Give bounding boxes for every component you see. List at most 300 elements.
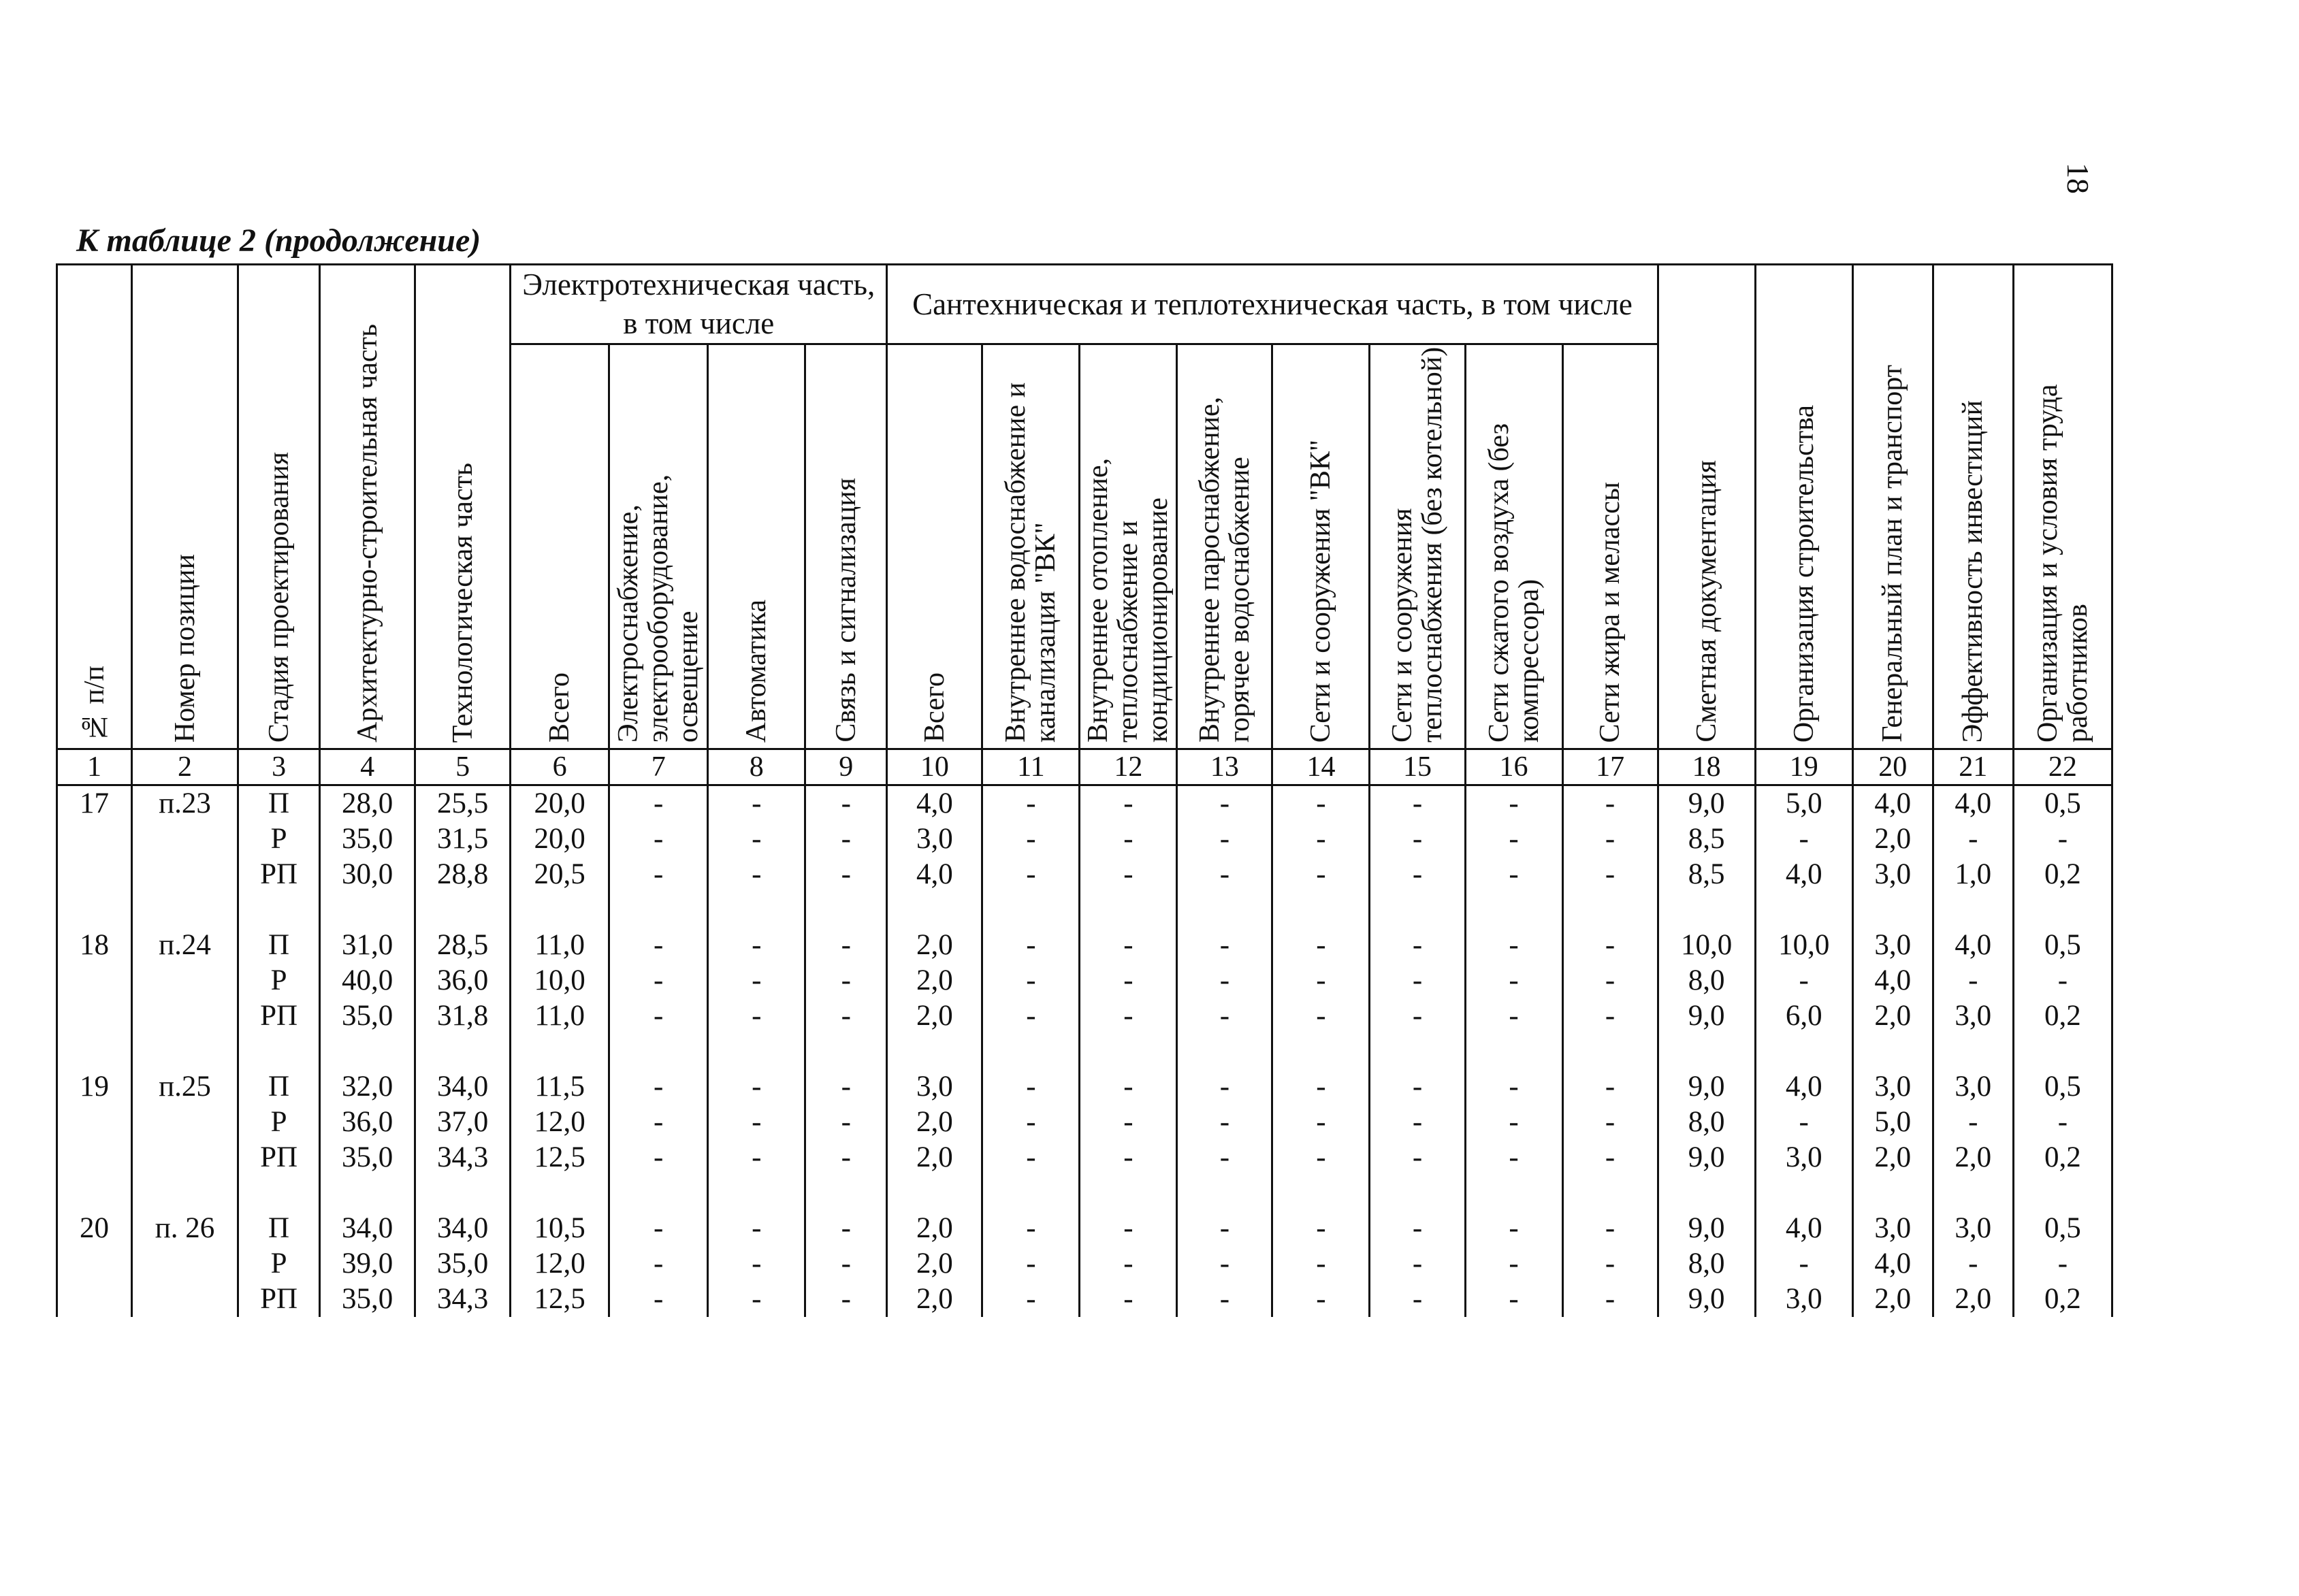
value-cell: - (1465, 1246, 1562, 1282)
value-cell: - (1562, 998, 1658, 1034)
value-cell: 8,0 (1658, 1246, 1755, 1282)
value-cell: - (708, 1211, 805, 1246)
col-header-14: Сети и сооружения "ВК" (1272, 344, 1370, 749)
value-cell: - (1080, 1282, 1177, 1317)
stage-cell: Р (238, 821, 320, 857)
spacer-cell (1658, 892, 1755, 928)
value-cell: 2,0 (887, 963, 982, 998)
position-number: п.24 (132, 928, 238, 963)
value-cell: 3,0 (1933, 1211, 2013, 1246)
table-row (57, 1140, 2112, 1175)
value-cell: 31,5 (415, 821, 511, 857)
value-cell: 3,0 (1852, 928, 1933, 963)
value-cell: 4,0 (887, 857, 982, 892)
row-number (57, 1282, 132, 1317)
spacer-cell (320, 1175, 415, 1211)
col-header-9: Связь и сигнализация (805, 344, 887, 749)
value-cell: 10,5 (511, 1211, 609, 1246)
stage-cell: П (238, 928, 320, 963)
value-cell: - (1562, 1140, 1658, 1175)
value-cell: 35,0 (320, 1282, 415, 1317)
position-number (132, 998, 238, 1034)
value-cell: - (1177, 1211, 1272, 1246)
spacer-cell (1177, 892, 1272, 928)
value-cell: 30,0 (320, 857, 415, 892)
value-cell: 0,5 (2013, 785, 2112, 822)
value-cell: - (609, 1069, 708, 1105)
value-cell: 11,0 (511, 998, 609, 1034)
value-cell: 12,5 (511, 1282, 609, 1317)
value-cell: 31,8 (415, 998, 511, 1034)
value-cell: - (609, 1211, 708, 1246)
value-cell: 20,5 (511, 857, 609, 892)
value-cell: 34,0 (415, 1069, 511, 1105)
value-cell: - (1465, 928, 1562, 963)
value-cell: 36,0 (320, 1105, 415, 1140)
value-cell: - (609, 1282, 708, 1317)
spacer-cell (708, 1175, 805, 1211)
value-cell: 8,5 (1658, 857, 1755, 892)
value-cell: - (982, 1211, 1080, 1246)
column-number: 20 (1852, 749, 1933, 785)
col-header-6: Всего (511, 344, 609, 749)
col-header-15: Сети и сооружения теплоснабжения (без котельной) (1370, 344, 1465, 749)
value-cell: - (1080, 963, 1177, 998)
value-cell: 34,3 (415, 1282, 511, 1317)
value-cell: 12,5 (511, 1140, 609, 1175)
col-header-12: Внутреннее отопление, теплоснабжение и кондиционирование (1080, 344, 1177, 749)
value-cell: - (1465, 1069, 1562, 1105)
value-cell: - (805, 785, 887, 822)
value-cell: - (1080, 998, 1177, 1034)
spacer-cell (57, 892, 132, 928)
col-header-8: Автоматика (708, 344, 805, 749)
spacer-cell (982, 1034, 1080, 1069)
spacer-cell (1933, 892, 2013, 928)
spacer-cell (609, 1175, 708, 1211)
column-number: 18 (1658, 749, 1755, 785)
column-number: 14 (1272, 749, 1370, 785)
value-cell: - (1272, 928, 1370, 963)
spacer-cell (805, 892, 887, 928)
value-cell: 2,0 (887, 928, 982, 963)
value-cell: - (1177, 963, 1272, 998)
value-cell: 2,0 (887, 998, 982, 1034)
value-cell: - (805, 821, 887, 857)
value-cell: - (805, 1069, 887, 1105)
column-number: 16 (1465, 749, 1562, 785)
value-cell: - (982, 1282, 1080, 1317)
row-number: 20 (57, 1211, 132, 1246)
value-cell: - (1080, 857, 1177, 892)
value-cell: - (1272, 998, 1370, 1034)
value-cell: - (2013, 1105, 2112, 1140)
value-cell: - (1177, 821, 1272, 857)
value-cell: - (1080, 1211, 1177, 1246)
spacer-cell (1562, 892, 1658, 928)
column-number: 4 (320, 749, 415, 785)
table-row (57, 1246, 2112, 1282)
row-number: 18 (57, 928, 132, 963)
value-cell: - (609, 963, 708, 998)
value-cell: - (805, 1282, 887, 1317)
position-number (132, 1282, 238, 1317)
spacer-cell (1852, 1034, 1933, 1069)
value-cell: 20,0 (511, 821, 609, 857)
col-header-5: Технологическая часть (415, 265, 511, 749)
col-header-3: Стадия проектирования (238, 265, 320, 749)
value-cell: - (1370, 928, 1465, 963)
row-number (57, 1105, 132, 1140)
value-cell: 0,2 (2013, 1282, 2112, 1317)
value-cell: 0,5 (2013, 1211, 2112, 1246)
value-cell: - (1370, 998, 1465, 1034)
table-row (57, 1105, 2112, 1140)
position-number (132, 1246, 238, 1282)
col-header-11: Внутреннее водоснабжение и канализация "ВК" (982, 344, 1080, 749)
value-cell: - (982, 1140, 1080, 1175)
value-cell: - (805, 928, 887, 963)
value-cell: 2,0 (1933, 1282, 2013, 1317)
value-cell: - (1080, 928, 1177, 963)
value-cell: 31,0 (320, 928, 415, 963)
spacer-cell (132, 1175, 238, 1211)
spacer-cell (1080, 1034, 1177, 1069)
spacer-cell (1177, 1034, 1272, 1069)
value-cell: 4,0 (1852, 963, 1933, 998)
value-cell: - (1465, 1105, 1562, 1140)
table-row (57, 857, 2112, 892)
value-cell: 4,0 (1755, 1211, 1852, 1246)
value-cell: 20,0 (511, 785, 609, 822)
value-cell: 2,0 (887, 1105, 982, 1140)
row-number (57, 998, 132, 1034)
value-cell: - (1080, 785, 1177, 822)
value-cell: 9,0 (1658, 1282, 1755, 1317)
value-cell: - (2013, 1246, 2112, 1282)
value-cell: - (708, 998, 805, 1034)
value-cell: 10,0 (1755, 928, 1852, 963)
value-cell: - (609, 1140, 708, 1175)
value-cell: - (805, 1246, 887, 1282)
value-cell: - (609, 1105, 708, 1140)
value-cell: - (708, 1140, 805, 1175)
position-number (132, 1105, 238, 1140)
col-header-2: Номер позиции (132, 265, 238, 749)
value-cell: - (1370, 821, 1465, 857)
value-cell: 39,0 (320, 1246, 415, 1282)
value-cell: 3,0 (1852, 1211, 1933, 1246)
spacer-cell (132, 892, 238, 928)
value-cell: 8,0 (1658, 963, 1755, 998)
value-cell: 3,0 (1755, 1140, 1852, 1175)
value-cell: - (1272, 1211, 1370, 1246)
spacer-cell (1658, 1034, 1755, 1069)
value-cell: - (982, 963, 1080, 998)
row-number (57, 1140, 132, 1175)
value-cell: - (1272, 1246, 1370, 1282)
value-cell: - (1465, 963, 1562, 998)
value-cell: - (708, 821, 805, 857)
value-cell: 3,0 (1852, 1069, 1933, 1105)
value-cell: 4,0 (1852, 1246, 1933, 1282)
spacer-cell (320, 1034, 415, 1069)
spacer-cell (887, 1175, 982, 1211)
value-cell: 0,2 (2013, 1140, 2112, 1175)
value-cell: - (1465, 821, 1562, 857)
value-cell: 9,0 (1658, 998, 1755, 1034)
value-cell: - (708, 785, 805, 822)
page-number: 18 (2061, 163, 2095, 194)
value-cell: 3,0 (1755, 1282, 1852, 1317)
value-cell: - (805, 1140, 887, 1175)
value-cell: 11,0 (511, 928, 609, 963)
value-cell: - (1177, 1140, 1272, 1175)
spacer-row (57, 1175, 2112, 1211)
column-number: 12 (1080, 749, 1177, 785)
stage-cell: РП (238, 1140, 320, 1175)
col-header-17: Сети жира и мелассы (1562, 344, 1658, 749)
table-caption: К таблице 2 (продолжение) (76, 223, 481, 259)
value-cell: - (1370, 1069, 1465, 1105)
value-cell: 35,0 (320, 998, 415, 1034)
stage-cell: Р (238, 1105, 320, 1140)
value-cell: - (609, 928, 708, 963)
column-number: 2 (132, 749, 238, 785)
value-cell: - (1562, 821, 1658, 857)
stage-cell: Р (238, 1246, 320, 1282)
value-cell: 8,5 (1658, 821, 1755, 857)
value-cell: - (1562, 1105, 1658, 1140)
value-cell: - (1755, 821, 1852, 857)
spacer-cell (415, 1034, 511, 1069)
row-number (57, 821, 132, 857)
spacer-cell (1370, 1034, 1465, 1069)
stage-cell: РП (238, 1282, 320, 1317)
value-cell: 35,0 (320, 1140, 415, 1175)
value-cell: 11,5 (511, 1069, 609, 1105)
value-cell: - (1562, 928, 1658, 963)
spacer-cell (1852, 1175, 1933, 1211)
value-cell: 4,0 (1755, 1069, 1852, 1105)
value-cell: - (982, 1069, 1080, 1105)
value-cell: - (708, 963, 805, 998)
spacer-cell (805, 1175, 887, 1211)
table-row (57, 998, 2112, 1034)
col-header-10: Всего (887, 344, 982, 749)
table-row (57, 1211, 2112, 1246)
column-number: 19 (1755, 749, 1852, 785)
value-cell: - (1370, 1246, 1465, 1282)
value-cell: 3,0 (1933, 1069, 2013, 1105)
stage-cell: П (238, 785, 320, 822)
value-cell: 40,0 (320, 963, 415, 998)
value-cell: - (805, 1105, 887, 1140)
column-number: 13 (1177, 749, 1272, 785)
spacer-cell (1465, 892, 1562, 928)
row-number: 17 (57, 785, 132, 822)
column-number: 9 (805, 749, 887, 785)
value-cell: 2,0 (887, 1246, 982, 1282)
spacer-cell (2013, 892, 2112, 928)
value-cell: - (1370, 963, 1465, 998)
value-cell: - (1370, 1211, 1465, 1246)
value-cell: - (1370, 1140, 1465, 1175)
spacer-cell (511, 1175, 609, 1211)
spacer-cell (57, 1175, 132, 1211)
value-cell: - (1272, 963, 1370, 998)
value-cell: - (1933, 1246, 2013, 1282)
spacer-cell (982, 1175, 1080, 1211)
value-cell: - (609, 857, 708, 892)
col-header-16: Сети сжатого воздуха (без компрессора) (1465, 344, 1562, 749)
value-cell: - (1465, 1140, 1562, 1175)
col-header-7: Электроснабжение, электрооборудование, освещение (609, 344, 708, 749)
col-header-18: Сметная документация (1658, 265, 1755, 749)
value-cell: - (1562, 1211, 1658, 1246)
value-cell: - (1177, 928, 1272, 963)
value-cell: - (1465, 1211, 1562, 1246)
spacer-cell (1658, 1175, 1755, 1211)
value-cell: - (708, 1246, 805, 1282)
value-cell: - (982, 928, 1080, 963)
value-cell: - (1080, 1246, 1177, 1282)
column-number: 8 (708, 749, 805, 785)
spacer-cell (57, 1034, 132, 1069)
value-cell: 3,0 (887, 1069, 982, 1105)
value-cell: - (1272, 1069, 1370, 1105)
value-cell: - (1933, 1105, 2013, 1140)
value-cell: - (1465, 1282, 1562, 1317)
value-cell: 0,2 (2013, 857, 2112, 892)
value-cell: 9,0 (1658, 1211, 1755, 1246)
spacer-cell (1272, 892, 1370, 928)
value-cell: - (1562, 963, 1658, 998)
value-cell: 37,0 (415, 1105, 511, 1140)
value-cell: - (805, 1211, 887, 1246)
spacer-cell (415, 1175, 511, 1211)
position-number (132, 857, 238, 892)
spacer-cell (708, 1034, 805, 1069)
column-number: 21 (1933, 749, 2013, 785)
spacer-cell (511, 1034, 609, 1069)
value-cell: - (1272, 1105, 1370, 1140)
table-row (57, 1282, 2112, 1317)
table-row (57, 785, 2112, 822)
value-cell: - (708, 1105, 805, 1140)
value-cell: 9,0 (1658, 1069, 1755, 1105)
value-cell: - (982, 1246, 1080, 1282)
col-header-21: Эффективность инвестиций (1933, 265, 2013, 749)
column-number: 10 (887, 749, 982, 785)
value-cell: 2,0 (887, 1140, 982, 1175)
value-cell: - (1080, 1069, 1177, 1105)
stage-cell: РП (238, 998, 320, 1034)
value-cell: 6,0 (1755, 998, 1852, 1034)
value-cell: 5,0 (1852, 1105, 1933, 1140)
spacer-cell (1755, 892, 1852, 928)
value-cell: 9,0 (1658, 785, 1755, 822)
value-cell: 2,0 (1852, 998, 1933, 1034)
value-cell: - (1177, 1069, 1272, 1105)
spacer-cell (511, 892, 609, 928)
value-cell: - (1933, 963, 2013, 998)
row-number (57, 1246, 132, 1282)
value-cell: - (982, 1105, 1080, 1140)
value-cell: 28,5 (415, 928, 511, 963)
value-cell: 28,0 (320, 785, 415, 822)
column-number-row (57, 749, 2112, 785)
col-header-19: Организация строительства (1755, 265, 1852, 749)
spacer-cell (1852, 892, 1933, 928)
value-cell: - (1177, 1105, 1272, 1140)
group-header-santech: Сантехническая и теплотехническая часть, в том числе (887, 265, 1658, 344)
column-number: 22 (2013, 749, 2112, 785)
group-header-electro: Электротехническая часть, в том числе (511, 265, 887, 344)
spacer-row (57, 1034, 2112, 1069)
value-cell: 34,0 (415, 1211, 511, 1246)
row-number: 19 (57, 1069, 132, 1105)
value-cell: - (609, 1246, 708, 1282)
column-number: 1 (57, 749, 132, 785)
data-table (56, 263, 2113, 1317)
value-cell: 2,0 (1852, 1140, 1933, 1175)
value-cell: - (609, 785, 708, 822)
value-cell: - (2013, 821, 2112, 857)
stage-cell: П (238, 1211, 320, 1246)
value-cell: 36,0 (415, 963, 511, 998)
value-cell: - (1562, 1069, 1658, 1105)
value-cell: - (805, 998, 887, 1034)
value-cell: 28,8 (415, 857, 511, 892)
value-cell: 5,0 (1755, 785, 1852, 822)
spacer-row (57, 892, 2112, 928)
value-cell: 2,0 (1852, 821, 1933, 857)
value-cell: - (2013, 963, 2112, 998)
table-body (57, 785, 2112, 1318)
spacer-cell (1272, 1175, 1370, 1211)
value-cell: 2,0 (1852, 1282, 1933, 1317)
value-cell: 8,0 (1658, 1105, 1755, 1140)
value-cell: - (1080, 1140, 1177, 1175)
value-cell: 0,5 (2013, 928, 2112, 963)
value-cell: - (1177, 857, 1272, 892)
value-cell: - (982, 857, 1080, 892)
spacer-cell (887, 892, 982, 928)
spacer-cell (1080, 1175, 1177, 1211)
spacer-cell (887, 1034, 982, 1069)
column-number: 6 (511, 749, 609, 785)
spacer-cell (708, 892, 805, 928)
stage-cell: РП (238, 857, 320, 892)
spacer-cell (1933, 1034, 2013, 1069)
value-cell: - (1272, 857, 1370, 892)
value-cell: - (1177, 998, 1272, 1034)
spacer-cell (609, 892, 708, 928)
col-header-22: Организация и условия труда работников (2013, 265, 2112, 749)
value-cell: 0,5 (2013, 1069, 2112, 1105)
spacer-cell (2013, 1175, 2112, 1211)
value-cell: 2,0 (887, 1211, 982, 1246)
value-cell: - (805, 963, 887, 998)
spacer-cell (1465, 1034, 1562, 1069)
value-cell: - (1465, 857, 1562, 892)
value-cell: - (1272, 821, 1370, 857)
spacer-cell (2013, 1034, 2112, 1069)
value-cell: - (805, 857, 887, 892)
value-cell: - (1370, 785, 1465, 822)
value-cell: - (1755, 1105, 1852, 1140)
